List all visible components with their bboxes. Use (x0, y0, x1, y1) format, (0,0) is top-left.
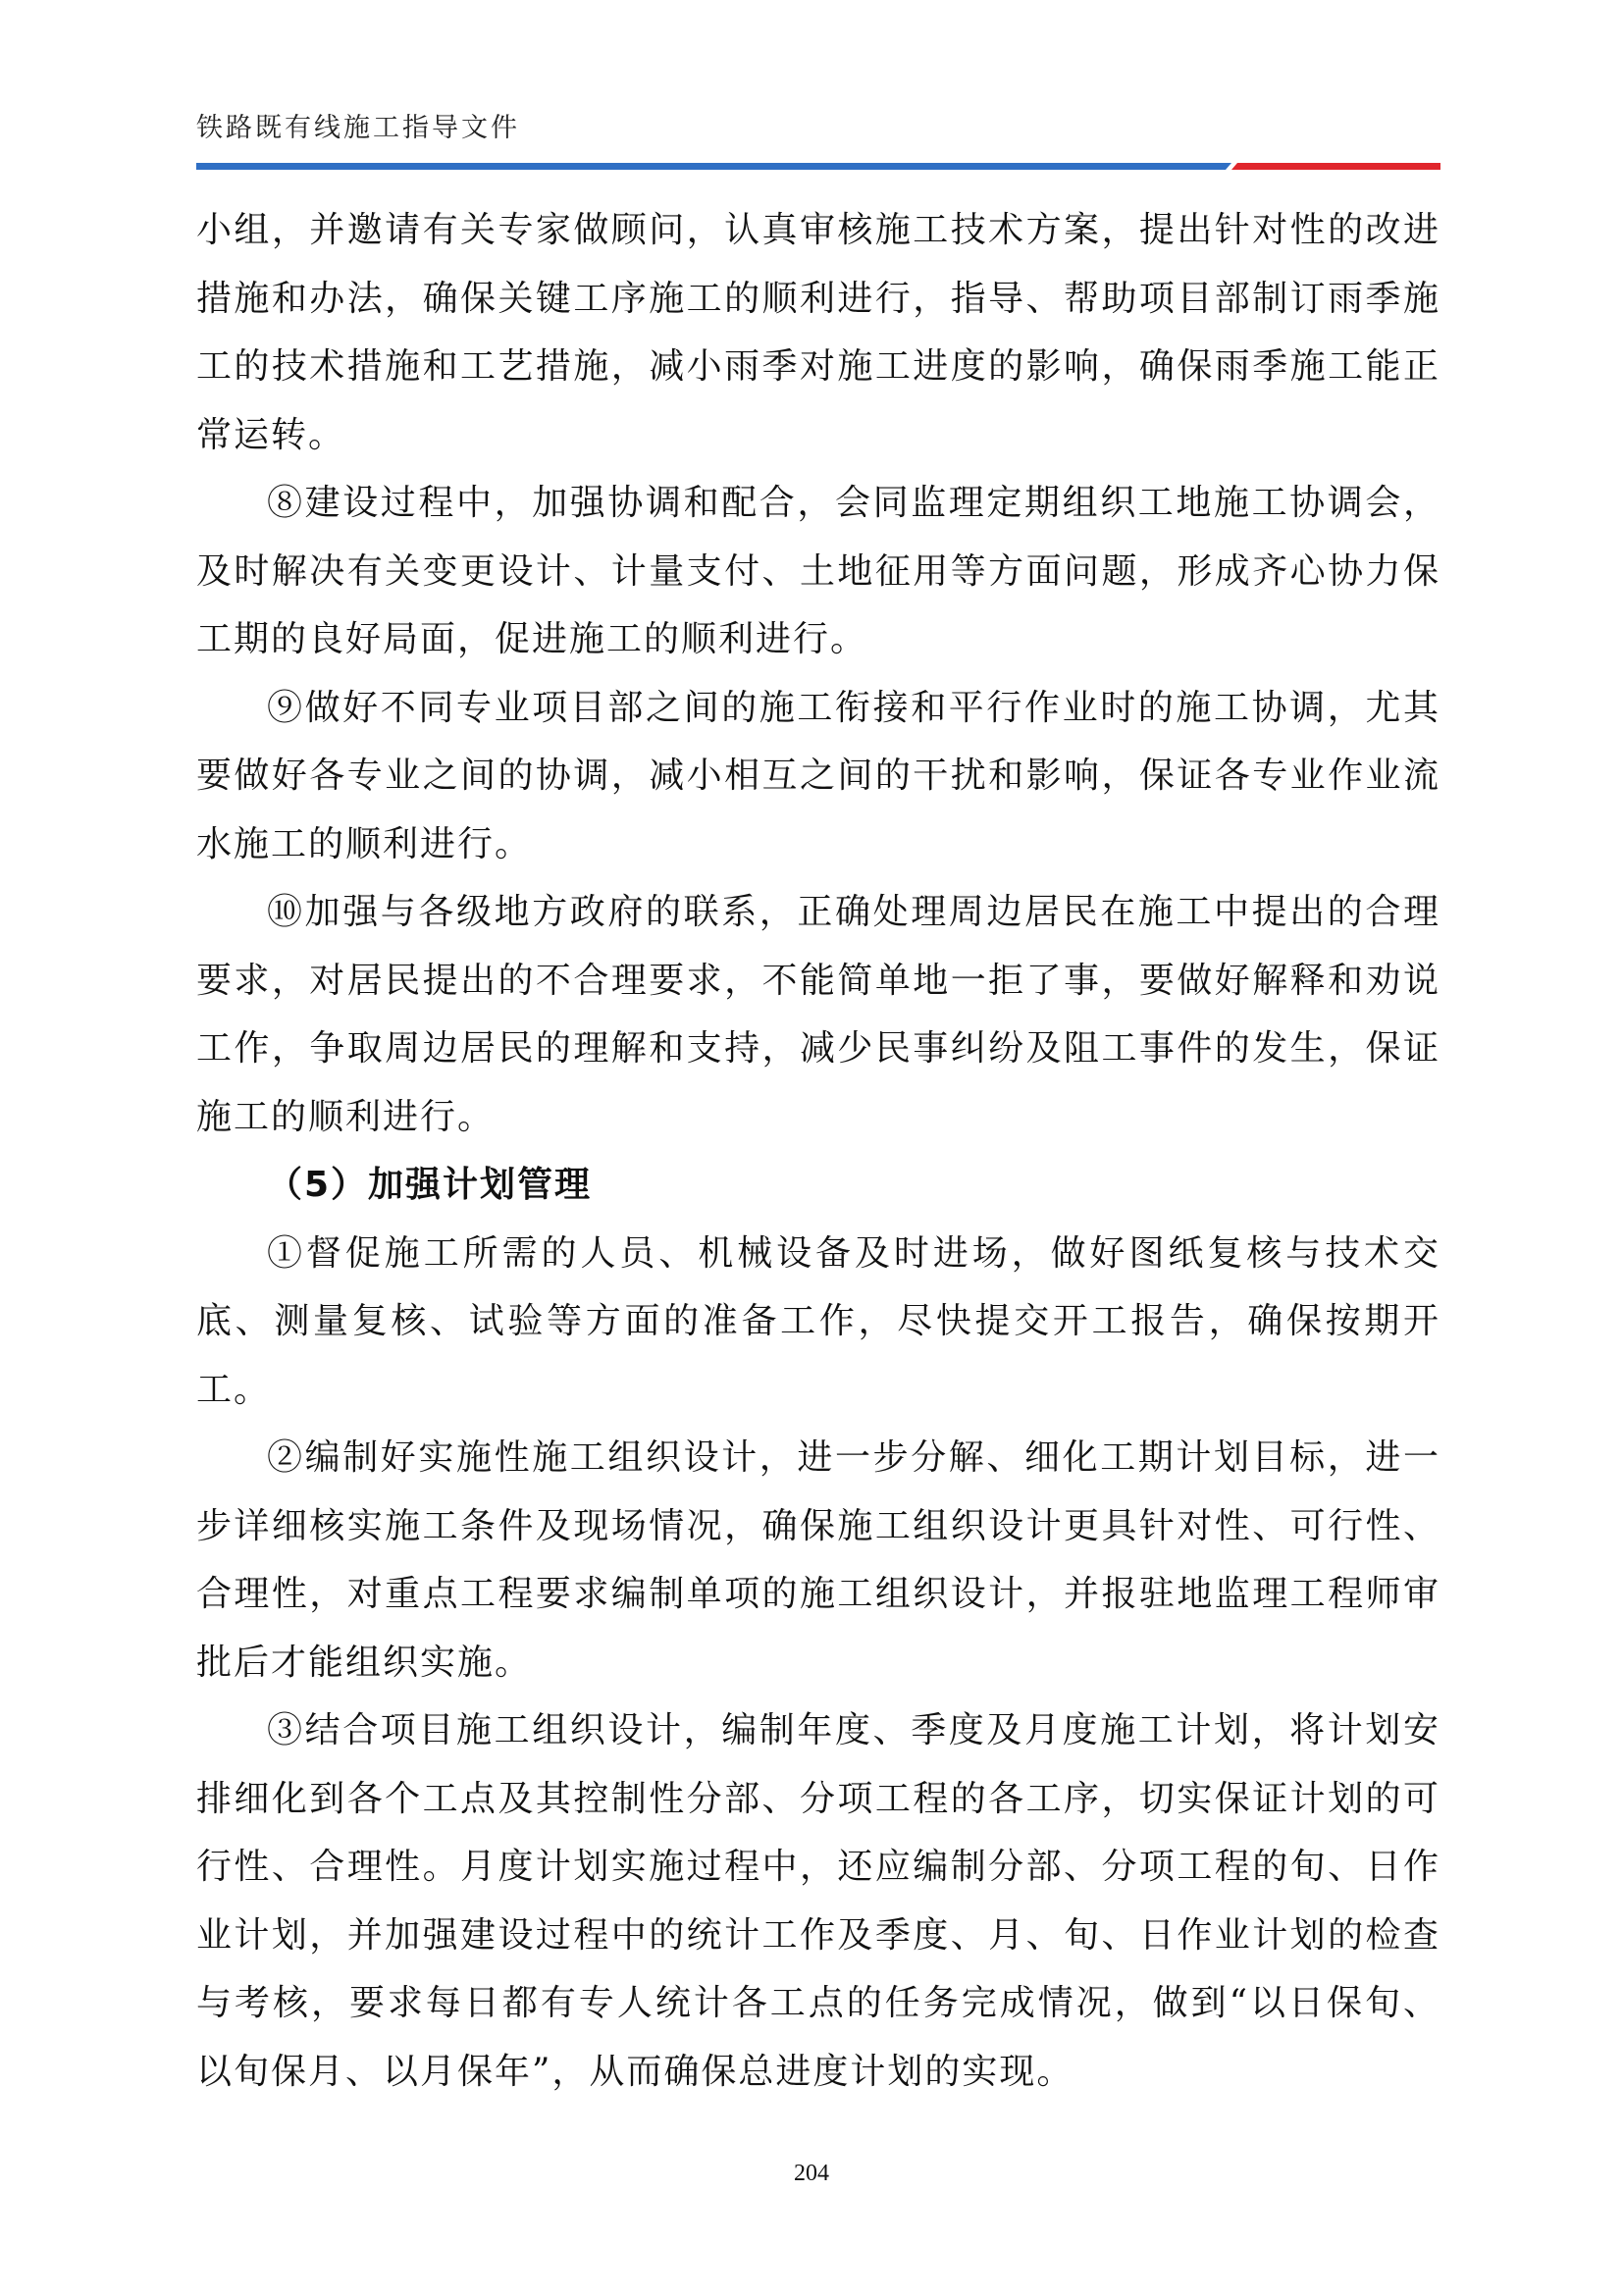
paragraph-item-1: ①督促施工所需的人员、机械设备及时进场，做好图纸复核与技术交底、测量复核、试验等方面的准备工作，尽快提交开工报告，确保按期开工。 (196, 1232, 1440, 1410)
header-rule-blue (196, 163, 1231, 170)
running-header: 铁路既有线施工指导文件 (196, 113, 520, 143)
paragraph-item-10: ⑩加强与各级地方政府的联系，正确处理周边居民在施工中提出的合理要求，对居民提出的不合理要求，不能简单地一拒了事，要做好解释和劝说工作，争取周边居民的理解和支持，减少民事纠纷及阻工事件的发生，保证施工的顺利进行。 (196, 892, 1440, 1137)
header-rule (196, 163, 1440, 170)
paragraph-item-8: ⑧建设过程中，加强协调和配合，会同监理定期组织工地施工协调会，及时解决有关变更设计、计量支付、土地征用等方面问题，形成齐心协力保工期的良好局面，促进施工的顺利进行。 (196, 483, 1440, 659)
page-number: 204 (794, 2161, 829, 2186)
section-heading: （5）加强计划管理 (267, 1165, 593, 1205)
header-rule-red (1231, 163, 1440, 170)
paragraph-item-3: ③结合项目施工组织设计，编制年度、季度及月度施工计划，将计划安排细化到各个工点及其控制性分部、分项工程的各工序，切实保证计划的可行性、合理性。月度计划实施过程中，还应编制分部、分项工程的旬、日作业计划，并加强建设过程中的统计工作及季度、月、旬、日作业计划的检查与考核，要求每日都有专人统计各工点的任务完成情况，做到“以日保旬、以旬保月、以月保年”，从而确保总进度计划的实现。 (196, 1710, 1440, 2092)
paragraph-item-2: ②编制好实施性施工组织设计，进一步分解、细化工期计划目标，进一步详细核实施工条件及现场情况，确保施工组织设计更具针对性、可行性、合理性，对重点工程要求编制单项的施工组织设计，并报驻地监理工程师审批后才能组织实施。 (196, 1437, 1440, 1683)
body-text (196, 196, 1440, 2106)
paragraph-item-9: ⑨做好不同专业项目部之间的施工衔接和平行作业时的施工协调，尤其要做好各专业之间的协调，减小相互之间的干扰和影响，保证各专业作业流水施工的顺利进行。 (196, 687, 1440, 864)
paragraph-continued: 小组，并邀请有关专家做顾问，认真审核施工技术方案，提出针对性的改进措施和办法，确保关键工序施工的顺利进行，指导、帮助项目部制订雨季施工的技术措施和工艺措施，减小雨季对施工进度的影响，确保雨季施工能正常运转。 (196, 210, 1440, 455)
